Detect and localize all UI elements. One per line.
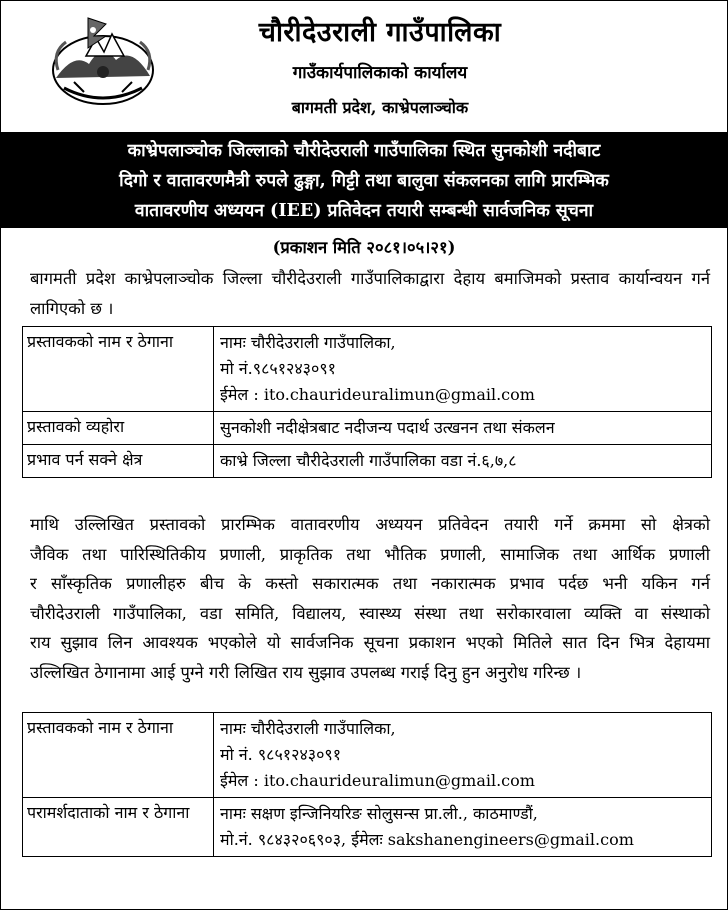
proponent-name: नामः चौरीदेउराली गाउँपालिका, xyxy=(220,333,396,352)
publication-date: (प्रकाशन मिति २०८१।०५।२१) xyxy=(272,238,456,257)
proposal-details-table xyxy=(22,326,712,478)
table-row xyxy=(23,798,712,857)
intro-paragraph: बागमती प्रदेश काभ्रेपलाञ्चोक जिल्ला चौरीदेउराली गाउँपालिकाद्वारा देहाय बमाजिमको प्रस्ताव कार्यान्वयन गर्न लागिएको छ । xyxy=(30,269,710,318)
row-label: प्रस्तावकको नाम र ठेगाना xyxy=(23,327,214,412)
row-label: प्रस्तावकको नाम र ठेगाना xyxy=(23,713,214,798)
banner-line: काभ्रेपलाञ्चोक जिल्लाको चौरीदेउराली गाउँपालिका स्थित सुनकोशी नदीबाट xyxy=(127,141,601,161)
table-row xyxy=(23,412,712,445)
row-value xyxy=(214,798,712,857)
proponent-phone: मो नं. ९८५१२४३०९१ xyxy=(220,745,342,764)
proponent-email: ईमेल : ito.chaurideuralimun@gmail.com xyxy=(220,385,535,404)
row-label: प्रस्तावको व्यहोरा xyxy=(23,412,214,445)
banner-line: दिगो र वातावरणमैत्री रुपले ढुङ्गा, गिट्टी तथा बालुवा संकलनका लागि प्रारम्भिक xyxy=(119,171,609,191)
banner-line: वातावरणीय अध्ययन (IEE) प्रतिवेदन तयारी सम्बन्धी सार्वजनिक सूचना xyxy=(134,201,594,221)
organization-name: चौरीदेउराली गाउँपालिका xyxy=(258,17,502,48)
proponent-email: ईमेल : ito.chaurideuralimun@gmail.com xyxy=(220,771,535,790)
office-address: बागमती प्रदेश, काभ्रेपलाञ्चोक xyxy=(291,98,469,117)
notice-title-banner xyxy=(0,132,728,228)
paragraph-line: माथि उल्लिखित प्रस्तावको प्रारम्भिक वातावरणीय अध्ययन प्रतिवेदन तयारी गर्ने क्रममा सो क्षेत्रको xyxy=(30,515,710,534)
row-value xyxy=(214,445,712,478)
table-row xyxy=(23,713,712,798)
notice-header xyxy=(0,0,728,132)
table-row xyxy=(23,327,712,412)
nepal-emblem-icon xyxy=(44,12,162,110)
paragraph-line: र साँस्कृतिक प्रणालीहरु बीच के कस्तो सकारात्मक तथा नकारात्मक प्रभाव पर्दछ भनी यकिन गर्न xyxy=(30,574,710,593)
table-row xyxy=(23,445,712,478)
row-label: परामर्शदाताको नाम र ठेगाना xyxy=(23,798,214,857)
paragraph-line: जैविक तथा पारिस्थितिकीय प्रणाली, प्राकृतिक तथा भौतिक प्रणाली, सामाजिक तथा आर्थिक प्रणाली xyxy=(30,544,710,564)
row-value xyxy=(214,412,712,445)
office-name: गाउँकार्यपालिकाको कार्यालय xyxy=(292,63,468,83)
consultant-contact: मो.नं. ९८४३२०६९०३, ईमेलः sakshanengineers@gmail.com xyxy=(220,830,634,849)
affected-area: काभ्रे जिल्ला चौरीदेउराली गाउँपालिका वडा नं.६,७,८ xyxy=(220,451,517,470)
row-value xyxy=(214,327,712,412)
paragraph-line: राय सुझाव लिन आवश्यक भएकोले यो सार्वजनिक सूचना प्रकाशन भएको मितिले सात दिन भित्र देहायमा xyxy=(30,633,710,652)
row-label: प्रभाव पर्न सक्ने क्षेत्र xyxy=(23,445,214,478)
proponent-name: नामः चौरीदेउराली गाउँपालिका, xyxy=(220,719,396,738)
contact-details-table xyxy=(22,712,712,857)
proposal-description: सुनकोशी नदीक्षेत्रबाट नदीजन्य पदार्थ उत्खनन तथा संकलन xyxy=(220,418,555,437)
body-paragraph xyxy=(30,510,710,687)
paragraph-line: चौरीदेउराली गाउँपालिका, वडा समिति, विद्यालय, स्वास्थ्य संस्था तथा सरोकारवाला व्यक्ति वा संस्थाको xyxy=(30,603,710,623)
paragraph-line: उल्लिखित ठेगानामा आई पुग्ने गरी लिखित राय सुझाव उपलब्ध गराई दिनु हुन अनुरोध गरिन्छ । xyxy=(30,662,582,682)
row-value xyxy=(214,713,712,798)
proponent-phone: मो नं.९८५१२४३०९१ xyxy=(220,359,336,378)
consultant-name: नामः सक्षण इन्जिनियरिङ सोलुसन्स प्रा.ली., काठमाण्डौं, xyxy=(220,804,538,823)
